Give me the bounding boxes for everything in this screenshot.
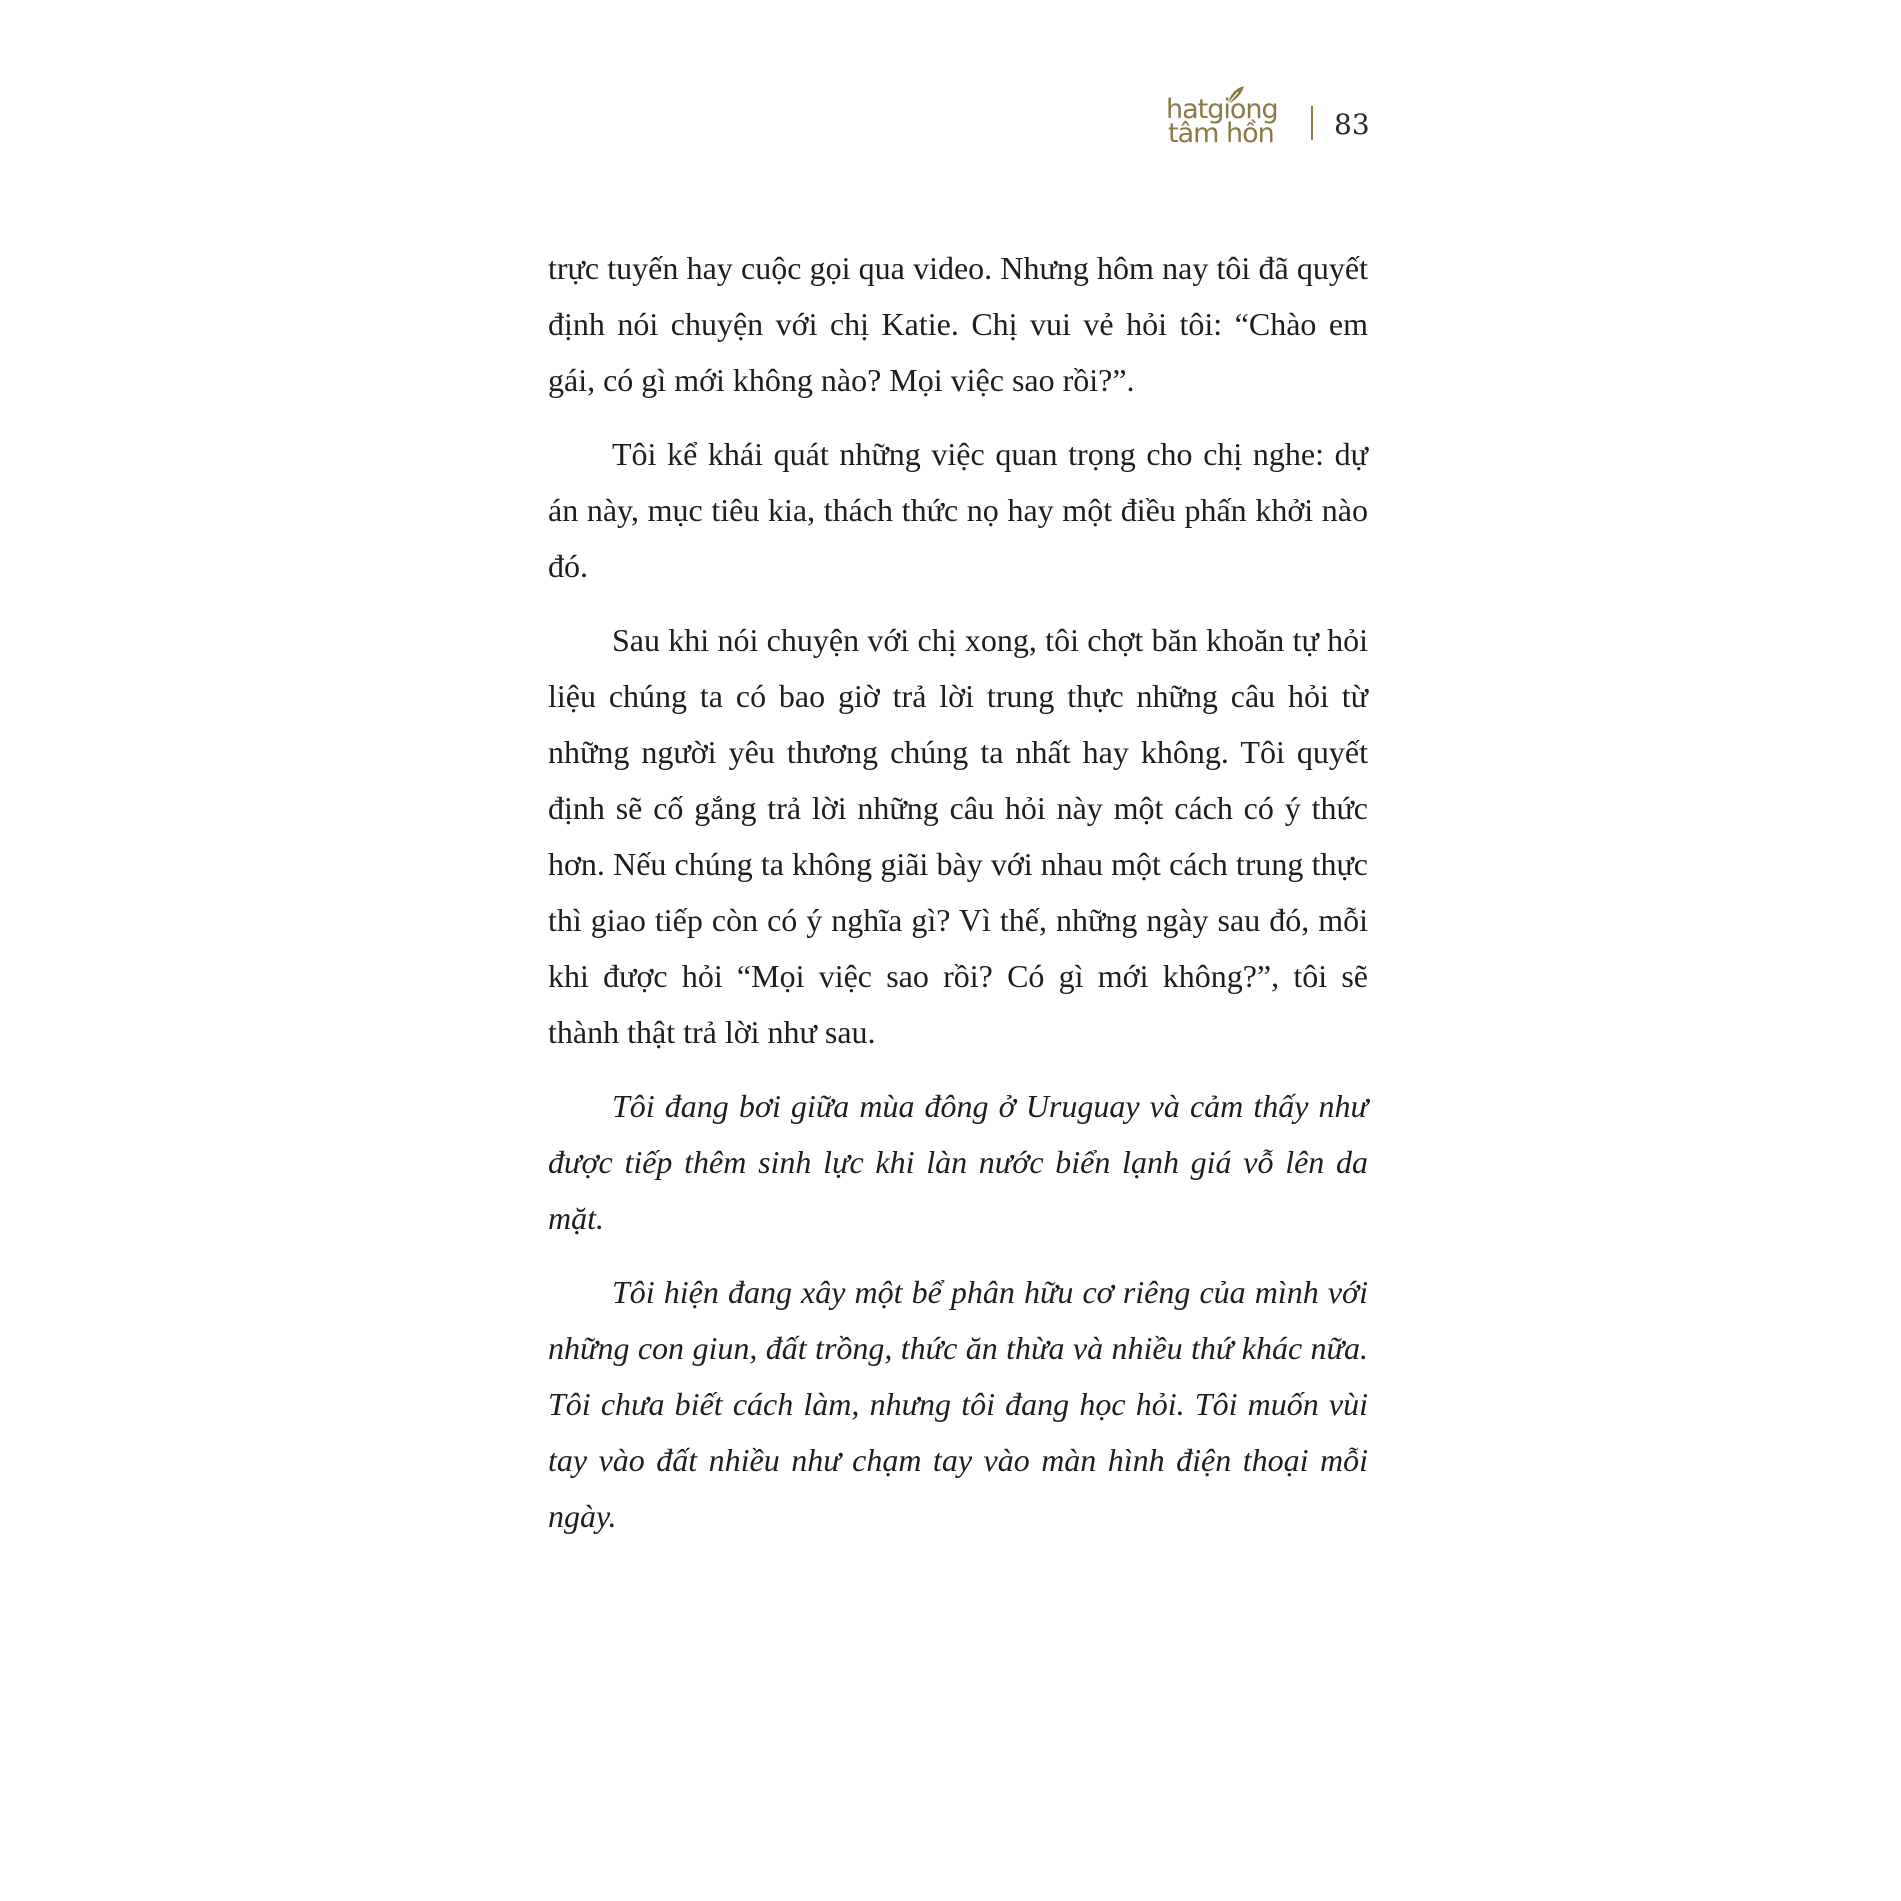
italic-paragraph: Tôi đang bơi giữa mùa đông ở Uruguay và cảm thấy như được tiếp thêm sinh lực khi làn nước biển lạnh giá vỗ lên da mặt. — [548, 1088, 1368, 1236]
page-header — [1160, 90, 1382, 160]
paragraph: trực tuyến hay cuộc gọi qua video. Nhưng hôm nay tôi đã quyết định nói chuyện với chị Katie. Chị vui vẻ hỏi tôi: “Chào em gái, có gì mới không nào? Mọi việc sao rồi?”. — [548, 250, 1368, 398]
body-text — [548, 240, 1368, 1562]
publisher-logo — [1160, 94, 1278, 149]
paragraph: Sau khi nói chuyện với chị xong, tôi chợt băn khoăn tự hỏi liệu chúng ta có bao giờ trả lời trung thực những câu hỏi từ những người yêu thương chúng ta nhất hay không. Tôi quyết định sẽ cố gắng trả lời những câu hỏi này một cách có ý thức hơn. Nếu chúng ta không giãi bày với nhau một cách trung thực thì giao tiếp còn có ý nghĩa gì? Vì thế, những ngày sau đó, mỗi khi được hỏi “Mọi việc sao rồi? Có gì mới không?”, tôi sẽ thành thật trả lời như sau. — [548, 622, 1368, 1050]
italic-paragraph: Tôi hiện đang xây một bể phân hữu cơ riêng của mình với những con giun, đất trồng, thức ăn thừa và nhiều thứ khác nữa. Tôi chưa biết cách làm, nhưng tôi đang học hỏi. Tôi muốn vùi tay vào đất nhiều như chạm tay vào màn hình điện thoại mỗi ngày. — [548, 1274, 1368, 1534]
header-divider — [1311, 106, 1313, 140]
logo-line-1: hatgiong — [1166, 94, 1278, 125]
page-number: 83 — [1334, 108, 1370, 141]
logo-line-2: tâm hồn — [1168, 118, 1274, 149]
paragraph: Tôi kể khái quát những việc quan trọng cho chị nghe: dự án này, mục tiêu kia, thách thức nọ hay một điều phấn khởi nào đó. — [548, 436, 1368, 584]
